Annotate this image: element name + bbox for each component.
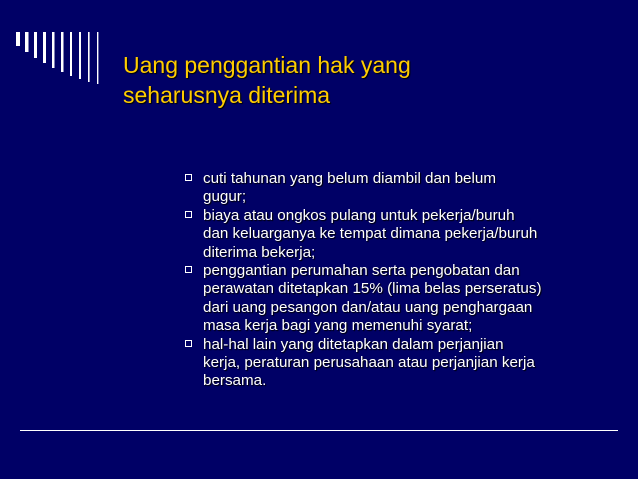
bullet-line: perawatan ditetapkan 15% (lima belas perseratus) <box>203 280 542 298</box>
bullet-line: masa kerja bagi yang memenuhi syarat; <box>203 317 473 335</box>
bullet-line: kerja, peraturan perusahaan atau perjanjian kerja <box>203 354 535 372</box>
bullet-list <box>185 170 615 391</box>
bullet-line: penggantian perumahan serta pengobatan dan <box>203 262 520 280</box>
bullet-item <box>185 262 615 336</box>
hollow-square-icon <box>185 211 192 218</box>
bullet-text <box>203 336 615 391</box>
slide-title-line: Uang penggantian hak yang <box>123 52 411 78</box>
bottom-divider <box>20 430 618 431</box>
bullet-item <box>185 207 615 262</box>
bullet-line: hal-hal lain yang ditetapkan dalam perjanjian <box>203 335 504 353</box>
hollow-square-icon <box>185 266 192 273</box>
bullet-item <box>185 336 615 391</box>
bullet-line: bersama. <box>203 372 267 390</box>
bullet-line: diterima bekerja; <box>203 243 316 261</box>
hollow-square-icon <box>185 340 192 347</box>
bullet-line: gugur; <box>203 188 247 206</box>
bullet-line: cuti tahunan yang belum diambil dan belum <box>203 170 496 187</box>
slide-title <box>123 50 623 110</box>
bullet-text <box>203 170 615 207</box>
bullet-line: dari uang pesangon dan/atau uang penghargaan <box>203 298 533 316</box>
bullet-item <box>185 170 615 207</box>
bullet-line: biaya atau ongkos pulang untuk pekerja/buruh <box>203 206 515 224</box>
slide-title-line: seharusnya diterima <box>123 82 331 108</box>
decorative-bars <box>16 26 120 86</box>
hollow-square-icon <box>185 174 192 181</box>
bullet-text <box>203 262 615 336</box>
bullet-text <box>203 207 615 262</box>
bullet-line: dan keluarganya ke tempat dimana pekerja/buruh <box>203 225 538 243</box>
